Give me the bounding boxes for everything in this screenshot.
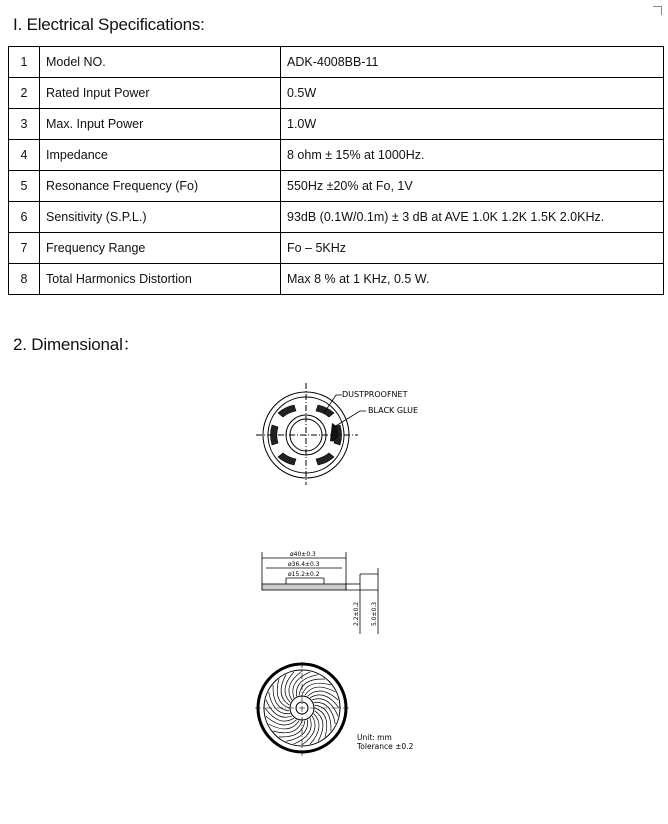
specifications-table xyxy=(8,46,664,295)
spec-row xyxy=(9,78,664,109)
spec-parameter-cell: Rated Input Power xyxy=(40,78,281,109)
magnet-diameter-label: ø15.2±0.2 xyxy=(288,571,320,578)
section-title-dimensional: 2. Dimensional： xyxy=(13,335,140,354)
spec-row xyxy=(9,264,664,295)
spec-row xyxy=(9,140,664,171)
spec-number-cell: 1 xyxy=(9,47,40,78)
inner-diameter-label: ø36.4±0.3 xyxy=(288,561,320,568)
cone-spoke xyxy=(266,700,292,718)
dustproof-net-label: DUSTPROOFNET xyxy=(342,390,408,399)
unit-note: Unit: mm xyxy=(357,733,392,742)
spec-number-cell: 5 xyxy=(9,171,40,202)
spec-value-cell: 550Hz ±20% at Fo, 1V xyxy=(281,171,664,202)
back-view-drawing xyxy=(255,662,425,758)
spec-number-cell: 7 xyxy=(9,233,40,264)
spec-value-cell: ADK-4008BB-11 xyxy=(281,47,664,78)
spec-value-cell: 93dB (0.1W/0.1m) ± 3 dB at AVE 1.0K 1.2K 1.5K 2.0KHz. xyxy=(281,202,664,233)
spec-parameter-cell: Max. Input Power xyxy=(40,109,281,140)
spec-number-cell: 6 xyxy=(9,202,40,233)
cone-spoke xyxy=(293,672,311,698)
cone-spoke xyxy=(294,718,312,744)
spec-value-cell: 1.0W xyxy=(281,109,664,140)
spec-parameter-cell: Model NO. xyxy=(40,47,281,78)
spec-parameter-cell: Resonance Frequency (Fo) xyxy=(40,171,281,202)
spec-row xyxy=(9,233,664,264)
spec-parameter-cell: Impedance xyxy=(40,140,281,171)
tolerance-note: Tolerance ±0.2 xyxy=(357,742,414,751)
top-view-drawing xyxy=(248,383,438,485)
spec-value-cell: 0.5W xyxy=(281,78,664,109)
outer-diameter-label: ø40±0.3 xyxy=(290,551,316,558)
black-glue-label: BLACK GLUE xyxy=(368,406,419,415)
cone-spoke xyxy=(312,699,338,717)
side-view-drawing xyxy=(250,548,390,638)
spec-number-cell: 8 xyxy=(9,264,40,295)
height-left-label: 2.2±0.2 xyxy=(353,601,360,626)
spec-parameter-cell: Sensitivity (S.P.L.) xyxy=(40,202,281,233)
height-right-label: 5.0±0.3 xyxy=(371,601,378,626)
spec-row xyxy=(9,47,664,78)
page-corner-mark xyxy=(653,6,662,15)
spec-row xyxy=(9,202,664,233)
spec-row xyxy=(9,171,664,202)
spec-value-cell: 8 ohm ± 15% at 1000Hz. xyxy=(281,140,664,171)
spec-value-cell: Fo – 5KHz xyxy=(281,233,664,264)
spec-parameter-cell: Frequency Range xyxy=(40,233,281,264)
spec-number-cell: 2 xyxy=(9,78,40,109)
section-title-electrical: I. Electrical Specifications: xyxy=(13,15,205,34)
spec-parameter-cell: Total Harmonics Distortion xyxy=(40,264,281,295)
spec-value-cell: Max 8 % at 1 KHz, 0.5 W. xyxy=(281,264,664,295)
spec-row xyxy=(9,109,664,140)
spec-number-cell: 4 xyxy=(9,140,40,171)
spec-number-cell: 3 xyxy=(9,109,40,140)
